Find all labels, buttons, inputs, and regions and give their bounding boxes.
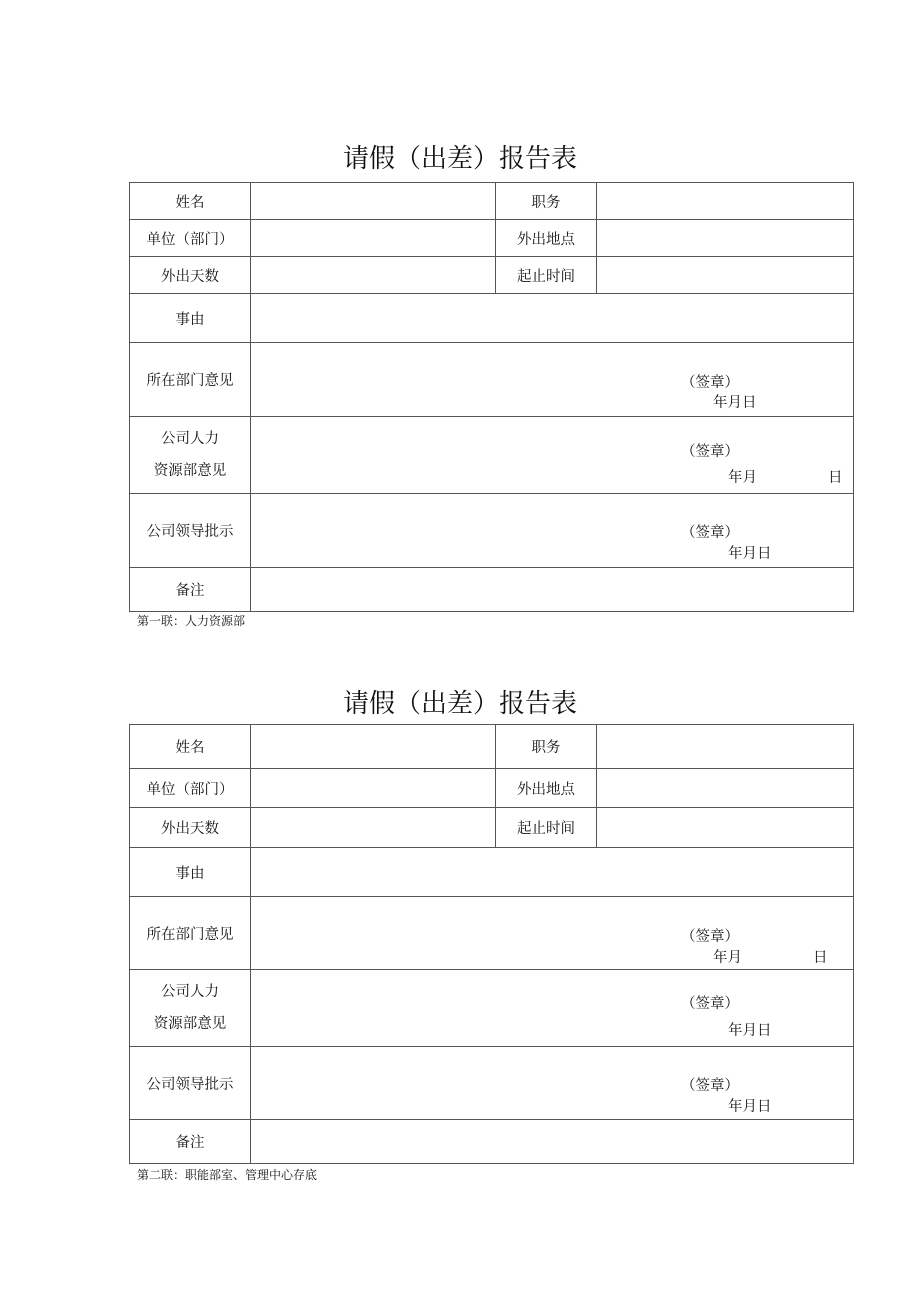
dept-date: 年月日 <box>713 395 757 411</box>
hr-label-line1: 公司人力 <box>161 431 219 447</box>
hr-opinion-field[interactable] <box>251 417 854 494</box>
days-label: 外出天数 <box>130 808 251 848</box>
leader-signature: （签章） <box>681 1078 739 1094</box>
hr-signature: （签章） <box>681 444 739 460</box>
name-field[interactable] <box>251 725 496 769</box>
remarks-label: 备注 <box>130 568 251 612</box>
leader-field[interactable] <box>251 1047 854 1120</box>
dept-opinion-field[interactable] <box>251 343 854 417</box>
form2-title: 请假（出差）报告表 <box>342 689 577 719</box>
form1-footnote: 第一联：人力资源部 <box>137 614 246 628</box>
dept-opinion-field[interactable] <box>251 897 854 970</box>
name-label: 姓名 <box>130 183 251 220</box>
position-label: 职务 <box>496 183 597 220</box>
leader-field[interactable] <box>251 494 854 568</box>
reason-label: 事由 <box>130 848 251 897</box>
remarks-field[interactable] <box>251 568 854 612</box>
reason-field[interactable] <box>251 848 854 897</box>
dept-date-d: 日 <box>813 950 828 966</box>
reason-field[interactable] <box>251 294 854 343</box>
leader-date: 年月日 <box>728 1099 772 1115</box>
period-label: 起止时间 <box>496 808 597 848</box>
period-field[interactable] <box>597 257 854 294</box>
hr-label-line2: 资源部意见 <box>153 463 227 479</box>
position-label: 职务 <box>496 725 597 769</box>
destination-field[interactable] <box>597 220 854 257</box>
leader-label: 公司领导批示 <box>130 1047 251 1120</box>
form1-table <box>129 182 854 612</box>
position-field[interactable] <box>597 183 854 220</box>
hr-signature: （签章） <box>681 996 739 1012</box>
reason-label: 事由 <box>130 294 251 343</box>
hr-date: 年月日 <box>728 1023 772 1039</box>
leader-label: 公司领导批示 <box>130 494 251 568</box>
form2-footnote: 第二联：职能部室、管理中心存底 <box>137 1168 318 1182</box>
remarks-label: 备注 <box>130 1120 251 1164</box>
name-label: 姓名 <box>130 725 251 769</box>
dept-opinion-label: 所在部门意见 <box>130 343 251 417</box>
hr-label-line2: 资源部意见 <box>153 1016 227 1032</box>
unit-field[interactable] <box>251 769 496 808</box>
form2-table <box>129 724 854 1164</box>
dept-opinion-label: 所在部门意见 <box>130 897 251 970</box>
name-field[interactable] <box>251 183 496 220</box>
position-field[interactable] <box>597 725 854 769</box>
form1-title: 请假（出差）报告表 <box>342 144 577 174</box>
remarks-field[interactable] <box>251 1120 854 1164</box>
hr-date-d: 日 <box>828 470 843 486</box>
days-label: 外出天数 <box>130 257 251 294</box>
dept-date-ym: 年月 <box>713 950 742 966</box>
dept-signature: （签章） <box>681 375 739 391</box>
hr-opinion-label <box>130 417 251 494</box>
destination-label: 外出地点 <box>496 769 597 808</box>
unit-label: 单位（部门） <box>130 769 251 808</box>
period-field[interactable] <box>597 808 854 848</box>
hr-label-line1: 公司人力 <box>161 984 219 1000</box>
unit-field[interactable] <box>251 220 496 257</box>
days-field[interactable] <box>251 257 496 294</box>
destination-field[interactable] <box>597 769 854 808</box>
destination-label: 外出地点 <box>496 220 597 257</box>
dept-signature: （签章） <box>681 929 739 945</box>
hr-date-ym: 年月 <box>728 470 757 486</box>
days-field[interactable] <box>251 808 496 848</box>
hr-opinion-field[interactable] <box>251 970 854 1047</box>
hr-opinion-label <box>130 970 251 1047</box>
leader-date: 年月日 <box>728 546 772 562</box>
period-label: 起止时间 <box>496 257 597 294</box>
unit-label: 单位（部门） <box>130 220 251 257</box>
leader-signature: （签章） <box>681 525 739 541</box>
